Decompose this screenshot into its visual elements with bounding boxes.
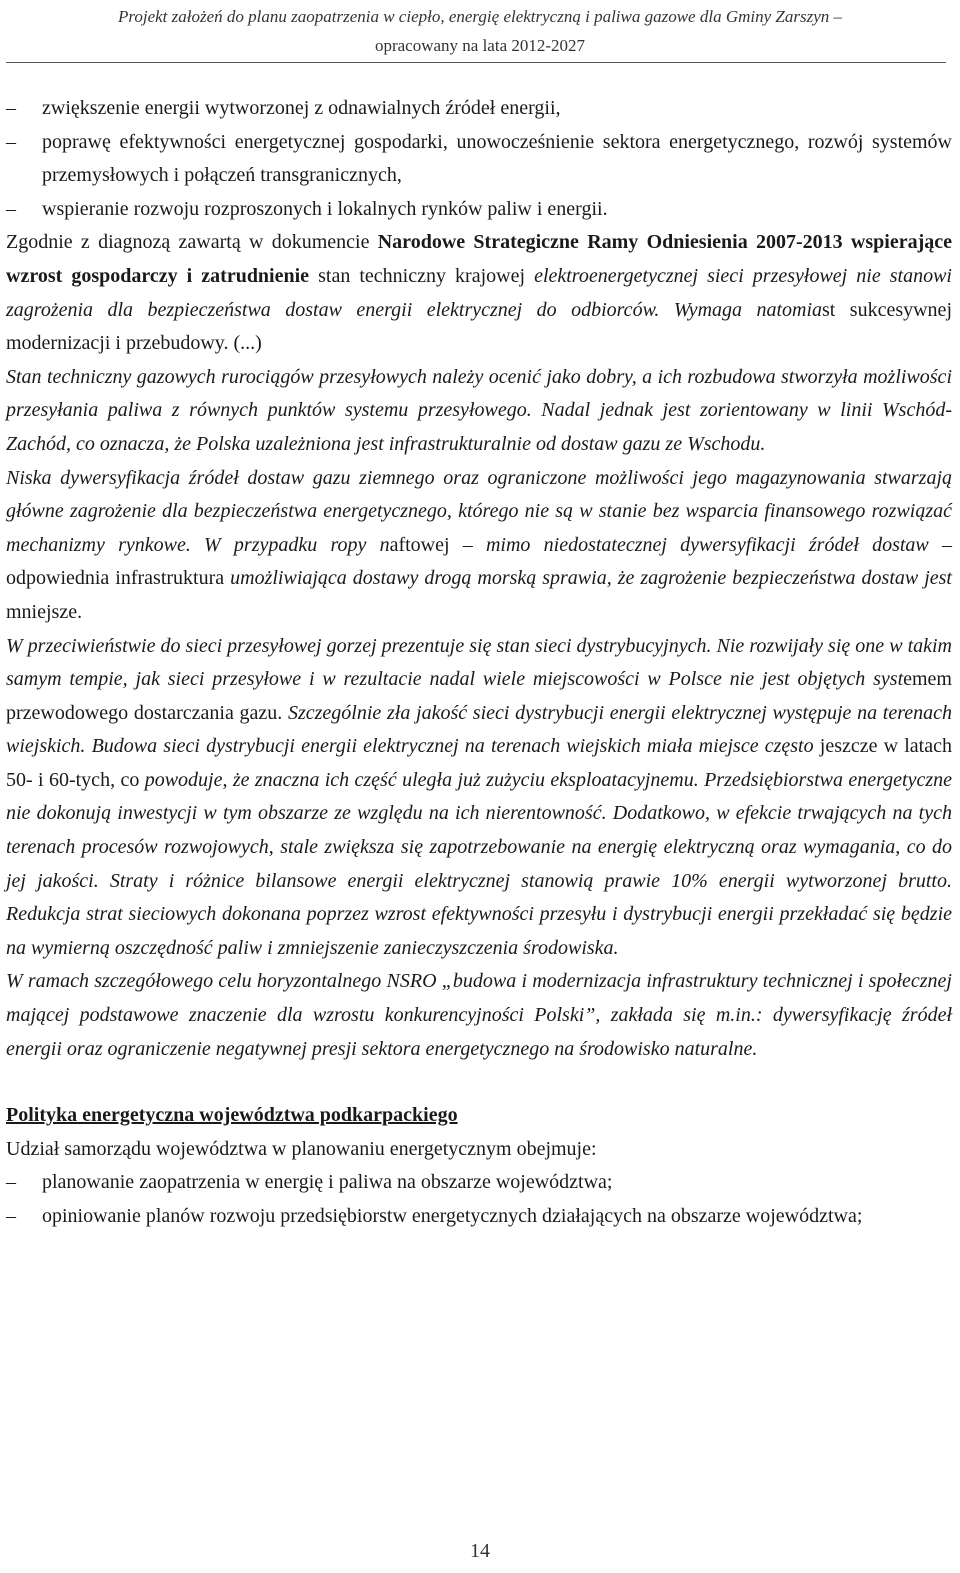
spacer <box>6 1066 952 1099</box>
top-bullet-list <box>6 92 952 226</box>
para3-text-c: mniejsze. <box>6 600 83 623</box>
para3-italic-b: mimo niedostatecznej dywersyfikacji źródeł dostaw <box>485 533 929 556</box>
para1-italic-a: elektroenergetycznej sieci przesyłowej nie stanowi zagrożenia dla bezpieczeństwa dostaw energii elektrycznej do odbiorców. Wymaga natomia <box>6 264 952 321</box>
header-subtitle: opracowany na lata 2012-2027 <box>374 36 586 55</box>
para4-text-b: jeszcze w latach 50- i 60-tych, co <box>6 735 952 791</box>
page-number: 14 <box>470 1540 490 1562</box>
list-item: – planowanie zaopatrzenia w energię i paliwa na obszarze województwa; <box>6 1166 952 1200</box>
para3-italic-a: Niska dywersyfikacja źródeł dostaw gazu ziemnego oraz ograniczone możliwości jego magazynowania stwarzają główne zagrożenie dla bezpieczeństwa energetycznego, którego nie są w stanie bez wsparcia finansowego rozwiązać mechanizmy rynkowe. W przypadku ropy n <box>6 466 952 556</box>
paragraph-gas-pipelines: Stan techniczny gazowych rurociągów przesyłowych należy ocenić jako dobry, a ich rozbudowa stworzyła możliwości przesyłania paliwa z równych punktów systemu przesyłowego. Nadal jednak jest zorientowany w linii Wschód-Zachód, co oznacza, że Polska uzależniona jest infrastrukturalnie od dostaw gazu ze Wschodu. <box>6 365 952 455</box>
para3-text-b: – odpowiednia infrastruktura <box>6 533 952 590</box>
document-title: Narodowe Strategiczne Ramy Odniesienia 2007-2013 wspierające wzrost gospodarczy i zatrudnienie <box>6 231 952 287</box>
list-item: – wspieranie rozwoju rozproszonych i lokalnych rynków paliw i energii. <box>6 193 952 227</box>
body-content <box>6 92 952 1234</box>
para1-text-a: stan techniczny krajowej <box>309 264 535 287</box>
running-header <box>0 0 960 60</box>
section-bullet-list <box>6 1166 952 1233</box>
para4-italic-a: W przeciwieństwie do sieci przesyłowej gorzej prezentuje się stan sieci dystrybucyjnych. Nie rozwijały się one w takim samym tempie, jak sieci przesyłowe i w rezultacie nadal wiele miejscowości w Polsce nie jest objętych syst <box>6 634 952 691</box>
para1-lead: Zgodnie z diagnozą zawartą w dokumencie <box>6 231 378 254</box>
section-intro: Udział samorządu województwa w planowaniu energetycznym obejmuje: <box>6 1137 597 1160</box>
paragraph-gas-diversification <box>6 462 952 630</box>
header-divider <box>6 62 946 63</box>
paragraph-nsro-goal: W ramach szczegółowego celu horyzontalnego NSRO „budowa i modernizacja infrastruktury technicznej i społecznej mającej podstawowe znaczenie dla wzrostu konkurencyjności Polski”, zakłada się m.in.: dywersyfikację źródeł energii oraz ograniczenie negatywnej presji sektora energetycznego na środowisko naturalne. <box>6 970 952 1060</box>
para3-italic-c: umożliwiająca dostawy drogą morską sprawia, że zagrożenie bezpieczeństwa dostaw jest <box>230 567 952 590</box>
para4-italic-b: Szczególnie zła jakość sieci dystrybucji energii elektrycznej występuje na terenach wiejskich. Budowa sieci dystrybucji energii elektrycznej na terenach wiejskich miała miejsce często <box>6 701 953 758</box>
section-heading: Polityka energetyczna województwa podkarpackiego <box>6 1104 458 1127</box>
para3-text-a: aftowej – <box>389 533 486 556</box>
header-title: Projekt założeń do planu zaopatrzenia w ciepło, energię elektryczną i paliwa gazowe dla Gminy Zarszyn – <box>118 7 842 26</box>
paragraph-nsro-diagnosis <box>6 226 952 360</box>
para4-italic-c: powoduje, że znaczna ich część uległa już zużyciu eksploatacyjnemu. Przedsiębiorstwa energetyczne nie dokonują inwestycji w tym obszarze ze względu na ich nierentowność. Dodatkowo, w efekcie trwających na tych terenach procesów rozwojowych, stale zwiększa się zapotrzebowanie na energię elektryczną oraz wymagania, co do jej jakości. Straty i różnice bilansowe energii elektrycznej stanowią prawie 10% energii wytworzonej brutto. Redukcja strat sieciowych dokonana poprzez wzrost efektywności przesyłu i dystrybucji energii przekładać się będzie na wymierną oszczędność paliw i zmniejszenie zanieczyszczenia środowiska. <box>6 768 952 959</box>
paragraph-distribution-networks <box>6 630 952 966</box>
para4-text-a: emem przewodowego dostarczania gazu. <box>6 668 952 724</box>
para1-text-b: st sukcesywnej modernizacji i przebudowy. (...) <box>6 298 952 355</box>
list-item: – opiniowanie planów rozwoju przedsiębiorstw energetycznych działających na obszarze województwa; <box>6 1200 952 1234</box>
list-item: – poprawę efektywności energetycznej gospodarki, unowocześnienie sektora energetycznego, rozwój systemów przemysłowych i połączeń transgranicznych, <box>6 126 952 193</box>
list-item: – zwiększenie energii wytworzonej z odnawialnych źródeł energii, <box>6 92 952 126</box>
